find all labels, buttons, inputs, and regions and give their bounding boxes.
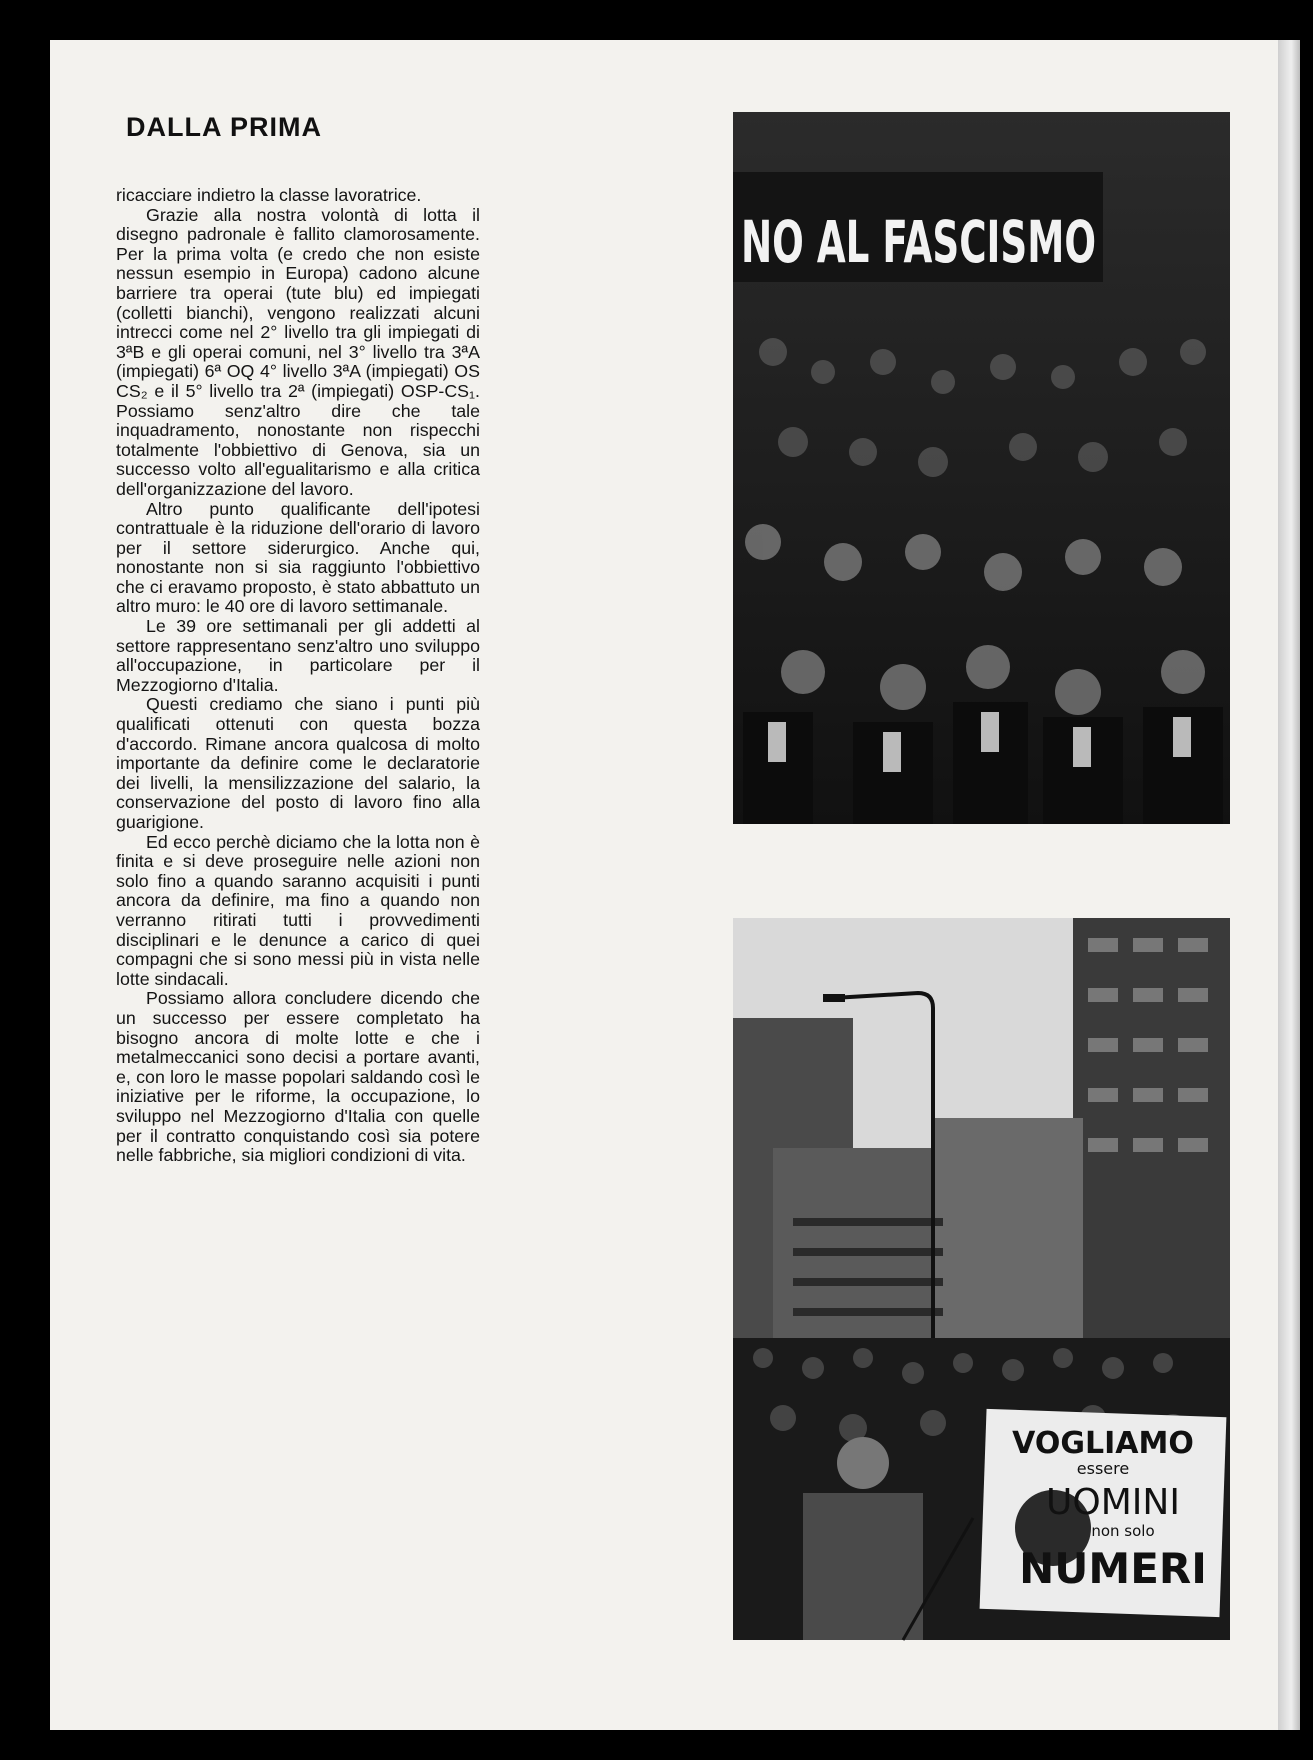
article-paragraph: Questi crediamo che siano i punti più qualificati ottenuti con questa bozza d'accordo. Rimane ancora qualcosa di molto importante da definire come le declaratorie dei livelli, la mensilizzazione del salario, la conservazione del posto di lavoro fino alla guarigione. xyxy=(116,694,480,832)
photo-demonstration-banner xyxy=(733,112,1230,824)
article-body xyxy=(116,186,480,1666)
section-heading: DALLA PRIMA xyxy=(126,112,322,142)
photo-demonstration-graphic xyxy=(733,112,1230,824)
photo-street-protest-graphic xyxy=(733,918,1230,1640)
bleed-through-text xyxy=(480,60,730,1620)
next-page-edge xyxy=(1278,40,1300,1730)
article-paragraph: Grazie alla nostra volontà di lotta il disegno padronale è fallito clamorosamente. Per la prima volta (e credo che non esiste nessun esempio in Europa) cadono alcune barriere tra operai (tute blu) ed impiegati (colletti bianchi), vengono realizzati alcuni intrecci come nel 2° livello tra gli impiegati di 3ªB e gli operai comuni, nel 3° livello tra 3ªA (impiegati) 6ª OQ 4° livello 3ªA (impiegati) OS CS₂ e il 5° livello tra 2ª (impiegati) OSP-CS₁. Possiamo senz'altro dire che tale inquadramento, nonostante non rispecchi totalmente l'obbiettivo di Genova, sia un successo volto all'egualitarismo e alla critica dell'organizzazione del lavoro. xyxy=(116,204,480,499)
article-paragraph: Ed ecco perchè diciamo che la lotta non è finita e si deve proseguire nelle azioni non solo fino a quando saranno acquisiti i punti ancora da definire, ma fino a quando non verranno ritirati tutti i provvedimenti disciplinari e le denunce a carico di quei compagni che si sono messi più in vista nelle lotte sindacali. xyxy=(116,831,480,989)
sign-line-3: UOMINI xyxy=(1046,1482,1180,1523)
photo-street-protest xyxy=(733,918,1230,1640)
article-paragraph: Altro punto qualificante dell'ipotesi contrattuale è la riduzione dell'orario di lavoro per il settore siderurgico. Anche qui, nonostante non si sia raggiunto l'obbiettivo che ci eravamo proposto, è stato abbattuto un altro muro: le 40 ore di lavoro settimanale. xyxy=(116,498,480,617)
article-paragraph: Le 39 ore settimanali per gli addetti al settore rappresentano senz'altro uno sviluppo all'occupazione, in particolare per il Mezzogiorno d'Italia. xyxy=(116,616,480,695)
banner-text: NO AL FASCISMO xyxy=(741,208,1096,276)
article-paragraph: Possiamo allora concludere dicendo che un successo per essere completato ha bisogno ancora di molte lotte e che i metalmeccanici sono decisi a portare avanti, e, con loro le masse popolari saldando così le iniziative per le riforme, la occupazione, lo sviluppo nel Mezzogiorno d'Italia con quelle per il contratto conquistando così sia potere nelle fabbriche, sia migliori condizioni di vita. xyxy=(116,988,480,1166)
sign-line-1: VOGLIAMO xyxy=(1012,1426,1194,1461)
article-paragraph: ricacciare indietro la classe lavoratrice. xyxy=(116,185,422,205)
sign-line-4: non solo xyxy=(1091,1522,1155,1540)
sign-line-2: essere xyxy=(1076,1459,1130,1478)
sign-line-5: NUMERI xyxy=(1019,1544,1207,1593)
protest-sign xyxy=(980,1409,1227,1617)
